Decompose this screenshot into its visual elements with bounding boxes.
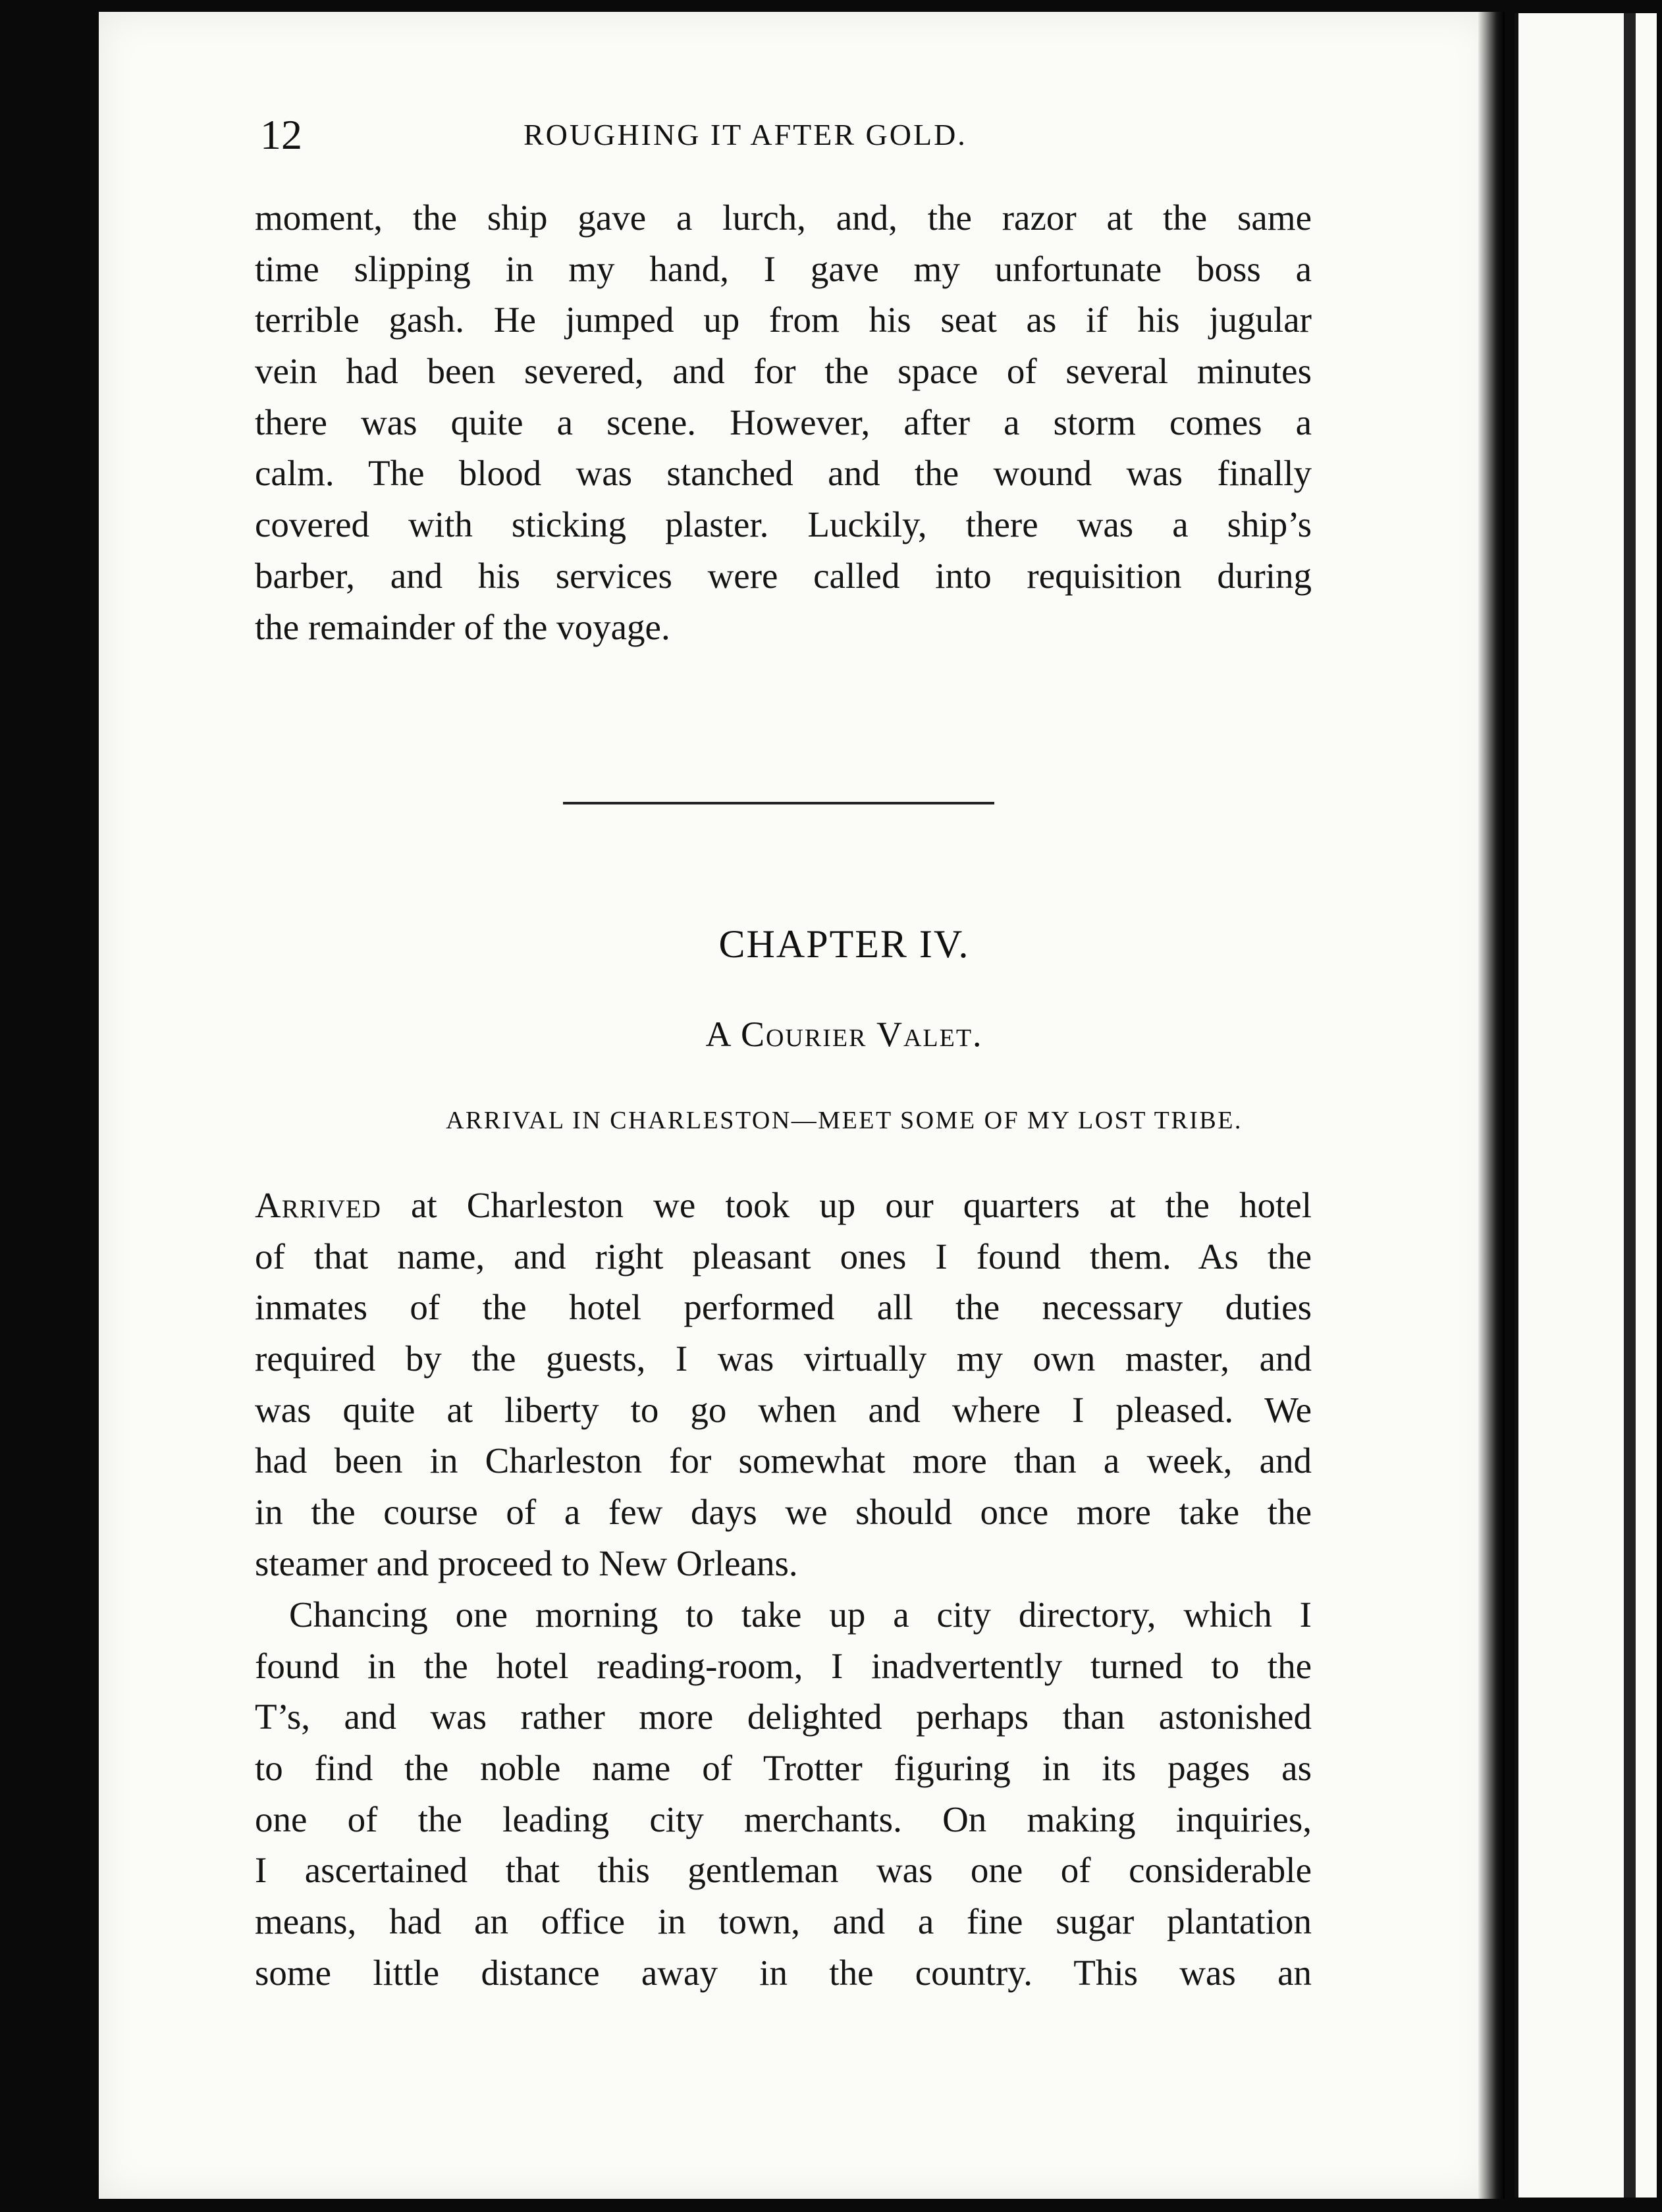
text-line: the remainder of the voyage. [255,606,670,647]
text-line: required by the guests, I was virtually my own master, and [255,1338,1312,1379]
running-head [260,111,1314,170]
chapter-title: CHAPTER IV. [718,922,970,966]
text-line: there was quite a scene. However, after a storm comes a [255,402,1312,442]
text-line [255,1180,1312,1231]
text-line: some little distance away in the country. This was an [255,1952,1312,1993]
text-line: moment, the ship gave a lurch, and, the razor at the same [255,198,1312,238]
text-line: was quite at liberty to go when and where I pleased. We [255,1389,1312,1430]
text-line: terrible gash. He jumped up from his seat as if his jugular [255,300,1312,340]
text-line: in the course of a few days we should once more take the [255,1492,1312,1533]
top-paragraph [255,192,1312,652]
text-line: found in the hotel reading-room, I inadvertently turned to the [255,1645,1312,1686]
chapter-subtitle: A Courier Valet. [705,1014,983,1054]
text-line: Chancing one morning to take up a city directory, which I [289,1594,1312,1635]
text-line: steamer and proceed to New Orleans. [255,1542,798,1583]
lead-word: Arrived [255,1185,381,1225]
text-line: I ascertained that this gentleman was one of considerable [255,1850,1312,1891]
text-line: vein had been severed, and for the space of several minutes [255,351,1312,392]
text-line: had been in Charleston for somewhat more than a week, and [255,1440,1312,1481]
text-line: T’s, and was rather more delighted perhaps than astonished [255,1697,1312,1737]
text-line: one of the leading city merchants. On making inquiries, [255,1799,1312,1839]
text-line: inmates of the hotel performed all the necessary duties [255,1287,1312,1328]
text-line: of that name, and right pleasant ones I found them. As the [255,1236,1312,1277]
chapter-summary: ARRIVAL IN CHARLESTON—MEET SOME OF MY LOST TRIBE. [446,1107,1243,1134]
text-line: calm. The blood was stanched and the wound was finally [255,453,1312,494]
text-line: covered with sticking plaster. Luckily, there was a ship’s [255,504,1312,545]
body-paragraph-1 [255,1180,1312,1589]
text-line: to find the noble name of Trotter figuring in its pages as [255,1748,1312,1789]
text-line: means, had an office in town, and a fine sugar plantation [255,1901,1312,1942]
text-fragment: at Charleston we took up our quarters at the hotel [381,1185,1312,1225]
page-number: 12 [260,111,302,158]
body-paragraph-2 [255,1589,1312,1999]
text-line: time slipping in my hand, I gave my unfortunate boss a [255,248,1312,289]
adjacent-page-gutter [1624,13,1636,2198]
section-divider [563,802,994,804]
running-title: ROUGHING IT AFTER GOLD. [523,118,967,151]
page-edge-shadow [1478,12,1505,2199]
text-line: barber, and his services were called into requisition during [255,555,1312,596]
